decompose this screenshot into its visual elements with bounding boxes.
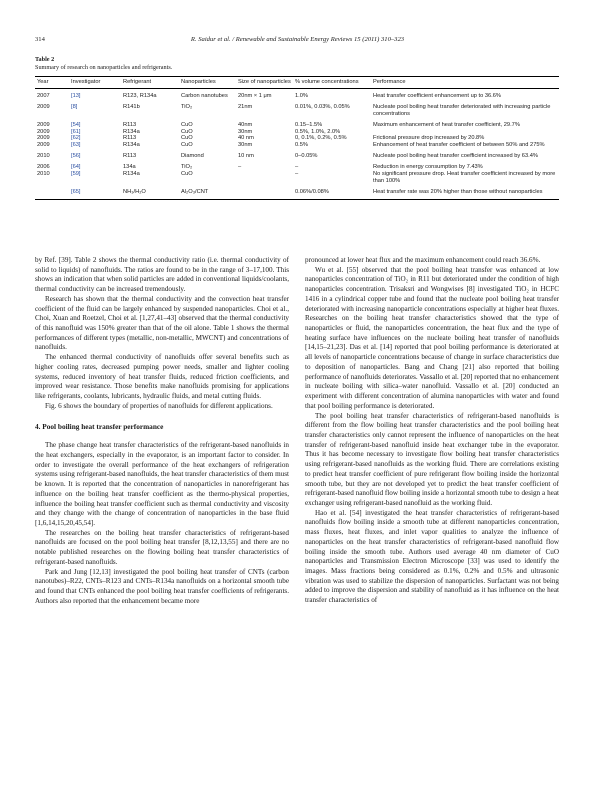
cell-performance: Heat transfer coefficient enhancement up to 36.6% <box>373 92 501 99</box>
table-row <box>35 135 559 142</box>
cell-year: 2009 <box>37 135 50 142</box>
cell-investigator[interactable]: [8] <box>71 103 78 110</box>
cell-performance: Maximum enhancement of heat transfer coefficient, 29.7% <box>373 121 520 128</box>
cell-performance: Nucleate pool boiling heat transfer coefficient increased by 63.4% <box>373 153 538 160</box>
cell-refrigerant: 134a <box>123 164 136 171</box>
cell-volume: – <box>295 164 299 171</box>
table-row <box>35 171 559 185</box>
table-row <box>35 129 559 136</box>
cell-investigator[interactable]: [61] <box>71 128 81 135</box>
cell-nanoparticles: TiO₂ <box>181 103 193 110</box>
cell-nanoparticles: CuO <box>181 121 193 128</box>
cell-size: 21nm <box>238 103 253 110</box>
cell-investigator[interactable]: [56] <box>71 153 81 160</box>
cell-size: 40nm <box>238 121 253 128</box>
running-header <box>35 36 560 46</box>
research-summary-table <box>35 76 559 200</box>
cell-size <box>236 171 293 185</box>
cell-size: 20nm × 1 μm <box>238 92 272 99</box>
cell-year: 2006 <box>37 164 50 171</box>
cell-refrigerant: R113 <box>123 121 137 128</box>
paragraph: Park and Jung [12,13] investigated the pool boiling heat transfer of CNTs (carbon nanotubes)–R22, CNTs–R123 and CNTs–R134a nanofluids on a horizontal smooth tube and found that CNTs enhanced the pool boiling heat transfer coefficients of refrigerants. Authors also reported that the enhancement became more <box>35 567 289 605</box>
paragraph: pronounced at lower heat flux and the maximum enhancement could reach 36.6%. <box>305 256 541 264</box>
cell-investigator[interactable]: [63] <box>71 142 81 149</box>
cell-refrigerant: R113 <box>123 153 137 160</box>
cell-refrigerant: R134a <box>123 142 140 149</box>
cell-refrigerant: R134a <box>123 128 140 135</box>
table-row <box>35 88 559 99</box>
col-header-year: Year <box>35 77 69 89</box>
cell-performance: No significant pressure drop. Heat transfer coefficient increased by more than 100% <box>373 171 556 184</box>
cell-year: 2007 <box>37 92 50 99</box>
table-row <box>35 185 559 199</box>
cell-volume: 0.5%, 1.0%, 2.0% <box>295 128 341 135</box>
cell-volume: 0.06%/0.08% <box>293 185 371 199</box>
cell-year: 2009 <box>37 128 50 135</box>
col-header-investigator: Investigator <box>69 77 121 89</box>
cell-year: 2009 <box>37 142 50 149</box>
paragraph: The researches on the boiling heat transfer characteristics of refrigerant-based nanofluids are focused on the pool boiling heat transfer [8,12,13,55] and there are no notable published researches on the flowing boiling heat transfer characteristics of refrigerant-based nanofluids. <box>35 528 289 566</box>
cell-nanoparticles: TiO₂ <box>181 164 193 171</box>
cell-year: 2010 <box>37 171 50 178</box>
cell-volume: 1.0% <box>295 92 308 99</box>
cell-investigator[interactable]: [62] <box>71 135 81 142</box>
cell-investigator[interactable]: [59] <box>71 171 81 178</box>
cell-size: – <box>238 164 242 171</box>
cell-size: 30nm <box>238 142 253 149</box>
cell-nanoparticles: Carbon nanotubes <box>181 92 228 99</box>
cell-refrigerant: R134a <box>123 171 140 178</box>
table-header-row <box>35 77 559 89</box>
paragraph: Fig. 6 shows the boundary of properties of nanofluids for different applications. <box>45 401 273 410</box>
cell-year: 2009 <box>37 121 50 128</box>
cell-year <box>35 185 69 199</box>
cell-size: 30nm <box>238 128 253 135</box>
cell-volume: 0.01%, 0.03%, 0.05% <box>295 103 350 110</box>
table-row <box>35 149 559 160</box>
col-header-refrigerant: Refrigerant <box>121 77 179 89</box>
page-number: 314 <box>35 36 45 43</box>
col-header-performance: Performance <box>371 77 559 89</box>
cell-investigator[interactable]: [65] <box>69 185 121 199</box>
cell-nanoparticles: CuO <box>181 128 193 135</box>
col-header-volume: % volume concentrations <box>293 77 371 89</box>
cell-refrigerant: NH₃/H₂O <box>121 185 179 199</box>
table-row <box>35 142 559 149</box>
cell-nanoparticles: Diamond <box>181 153 204 160</box>
col-header-size: Size of nanoparticles <box>236 77 293 89</box>
cell-volume: 0.5% <box>295 142 308 149</box>
cell-investigator[interactable]: [13] <box>71 92 81 99</box>
table-row <box>35 118 559 129</box>
cell-performance: Frictional pressure drop increased by 20.8% <box>373 135 485 142</box>
cell-performance: Reduction in energy consumption by 7.43% <box>373 164 483 171</box>
table-caption <box>35 56 172 72</box>
cell-year: 2009 <box>37 103 50 110</box>
cell-size <box>236 185 293 199</box>
cell-nanoparticles: CuO <box>181 171 193 178</box>
right-column <box>305 256 559 606</box>
cell-nanoparticles: CuO <box>181 142 193 149</box>
cell-refrigerant: R141b <box>123 103 140 110</box>
cell-performance <box>371 129 559 136</box>
cell-volume: 0–0.05% <box>295 153 318 160</box>
cell-performance: Enhancement of heat transfer coefficient of between 50% and 275% <box>373 142 545 149</box>
left-column <box>35 256 289 606</box>
cell-volume: – <box>295 171 299 178</box>
cell-refrigerant: R113 <box>123 135 137 142</box>
paragraph: The enhanced thermal conductivity of nanofluids offer several benefits such as higher cooling rates, decreased pumping power needs, smaller and lighter cooling systems, reduced inventory of heat transfer fluids, reduced friction coefficients, and improved wear resistance. Those benefits make nanofluids promising for applications like refrigerants, coolants, lubricants, hydraulic fluids, and metal cutting fluids. <box>35 353 289 401</box>
paragraph: Hao et al. [54] investigated the heat transfer characteristics of refrigerant-based nanofluids flow boiling inside a smooth tube at different nanoparticles concentration, mass fluxes, heat fluxes, and inlet vapor qualities to analyze the influence of nanoparticles on the heat transfer characteristics of refrigerant-based nanofluid flow boiling inside the smooth tube. Authors used average 40 nm diameter of CuO nanoparticles and Transmission Electron Microscope [33] was used to identify the images. Mass fractions being considered as 0.1%, 0.2% and 0.5% and ultrasonic vibration was used to stabilize the dispersion of nanoparticles. Surfactant was not being added to improve the dispersion and stability of nanofluid as it has influence on the heat transfer characteristics of <box>305 508 559 605</box>
cell-nanoparticles: Al₂O₃/CNT <box>179 185 236 199</box>
paragraph: The pool boiling heat transfer characteristics of refrigerant-based nanofluids is different from the flow boiling heat transfer characteristics and the pool boiling heat transfer characteristics only cannot represent the influence of nanoparticles on the heat transfer of refrigerant-based nanofluid inside heat exchanger tube in the evaporator. Thus it has become necessary to investigate flow boiling heat transfer characteristics using refrigerant-based nanofluids as the working fluid. There are correlations existing to predict heat transfer coefficient of pure refrigerant flow boiling inside the horizontal smooth tube, but they are not developed yet to predict the heat transfer coefficient of refrigerant-based nanofluid flow boiling inside a horizontal smooth tube to design a heat exchanger using refrigerant-based nanofluid as the working fluid. <box>305 411 559 507</box>
journal-citation: R. Saidur et al. / Renewable and Sustainable Energy Reviews 15 (2011) 310–323 <box>190 36 405 43</box>
table-row <box>35 160 559 171</box>
paragraph: by Ref. [39]. Table 2 shows the thermal conductivity ratio (i.e. thermal conductivity of solid to liquids) of nanofluids. The ratios are found to be in the range of 3–17,100. This shows an indication that when solid particles are added in conventional liquids/coolants, thermal conductivity can be increased tremendously. <box>35 256 289 294</box>
table-caption-text: Summary of research on nanoparticles and refrigerants. <box>35 64 173 71</box>
cell-size: 10 nm <box>238 153 254 160</box>
cell-volume: 0.15–1.5% <box>295 121 323 128</box>
cell-size: 40 nm <box>238 135 254 142</box>
table-row <box>35 100 559 118</box>
cell-investigator[interactable]: [64] <box>71 164 81 171</box>
paragraph: The phase change heat transfer characteristics of the refrigerant-based nanofluids in the heat exchangers, especially in the evaporator, is an important factor to consider. In order to investigate the overall performance of the heat exchangers of refrigeration systems using refrigerant-based nanofluids, the heat transfer characteristics of them must be known. It is reported that the concentration of nanoparticles in nanorefrigerant has influence on the boiling heat transfer coefficient as the thermo-physical properties, influence the boiling heat transfer coefficient such as thermal conductivity and viscosity and they change with the change of concentration of nanoparticles in the base fluid [1,6,14,15,20,45,54]. <box>35 441 290 527</box>
paragraph: Research has shown that the thermal conductivity and the convection heat transfer coefficient of the fluid can be largely enhanced by suspended nanoparticles. Choi et al., Choi, Xuan and Roetzel, Choi et al. [1,27,41–43] observed that the thermal conductivity of this nanofluid was 150% greater than that of the oil alone. Table 1 shows the thermal performances of different types (metallic, non-metallic, MWCNT) and concentrations of nanofluids. <box>35 294 289 352</box>
table-label: Table 2 <box>35 56 55 63</box>
cell-nanoparticles: CuO <box>181 135 193 142</box>
section-heading: 4. Pool boiling heat transfer performance <box>35 421 164 431</box>
cell-investigator[interactable]: [54] <box>71 121 81 128</box>
paragraph: Wu et al. [55] observed that the pool boiling heat transfer was enhanced at low nanoparticles concentration of TiO₂ in R11 but deteriorated under the condition of high nanoparticles concentration. Trisaksri and Wongwises [8] investigated TiO₂ in HCFC 1416 in a cylindrical copper tube and found that the nucleate pool boiling heat transfer deteriorated with increasing nanoparticle concentrations especially at higher heat fluxes. Researches on the boiling heat transfer characteristics showed that the type of nanoparticles or fluid, the nanoparticles concentration, the heat flux and the type of heating surface have influences on the nucleate boiling heat transfer of nanofluids [14,15–21,23]. Das et al. [14] reported that pool boiling performance is deteriorated at all levels of nanoparticle concentrations because of change in surface characteristics due to deposition of nanoparticles. Bang and Chang [21] also reported that boiling performance of nanofluids deteriorates. Vassallo et al. [20] reported that no enhancement in nucleate boiling with silica–water nanofluid. Vassallo et al. [20] conducted an experiment with different concentration of alumina nanoparticles with water and found that pool boiling performance is deteriorated. <box>305 265 559 410</box>
cell-performance: Nucleate pool boiling heat transfer deteriorated with increasing particle concentrations <box>373 103 551 117</box>
cell-refrigerant: R123, R134a <box>123 92 157 99</box>
cell-volume: 0, 0.1%, 0.2%, 0.5% <box>295 135 347 142</box>
cell-year: 2010 <box>37 153 50 160</box>
cell-performance: Heat transfer rate was 20% higher than those without nanoparticles <box>371 185 559 199</box>
col-header-nanoparticles: Nanoparticles <box>179 77 236 89</box>
